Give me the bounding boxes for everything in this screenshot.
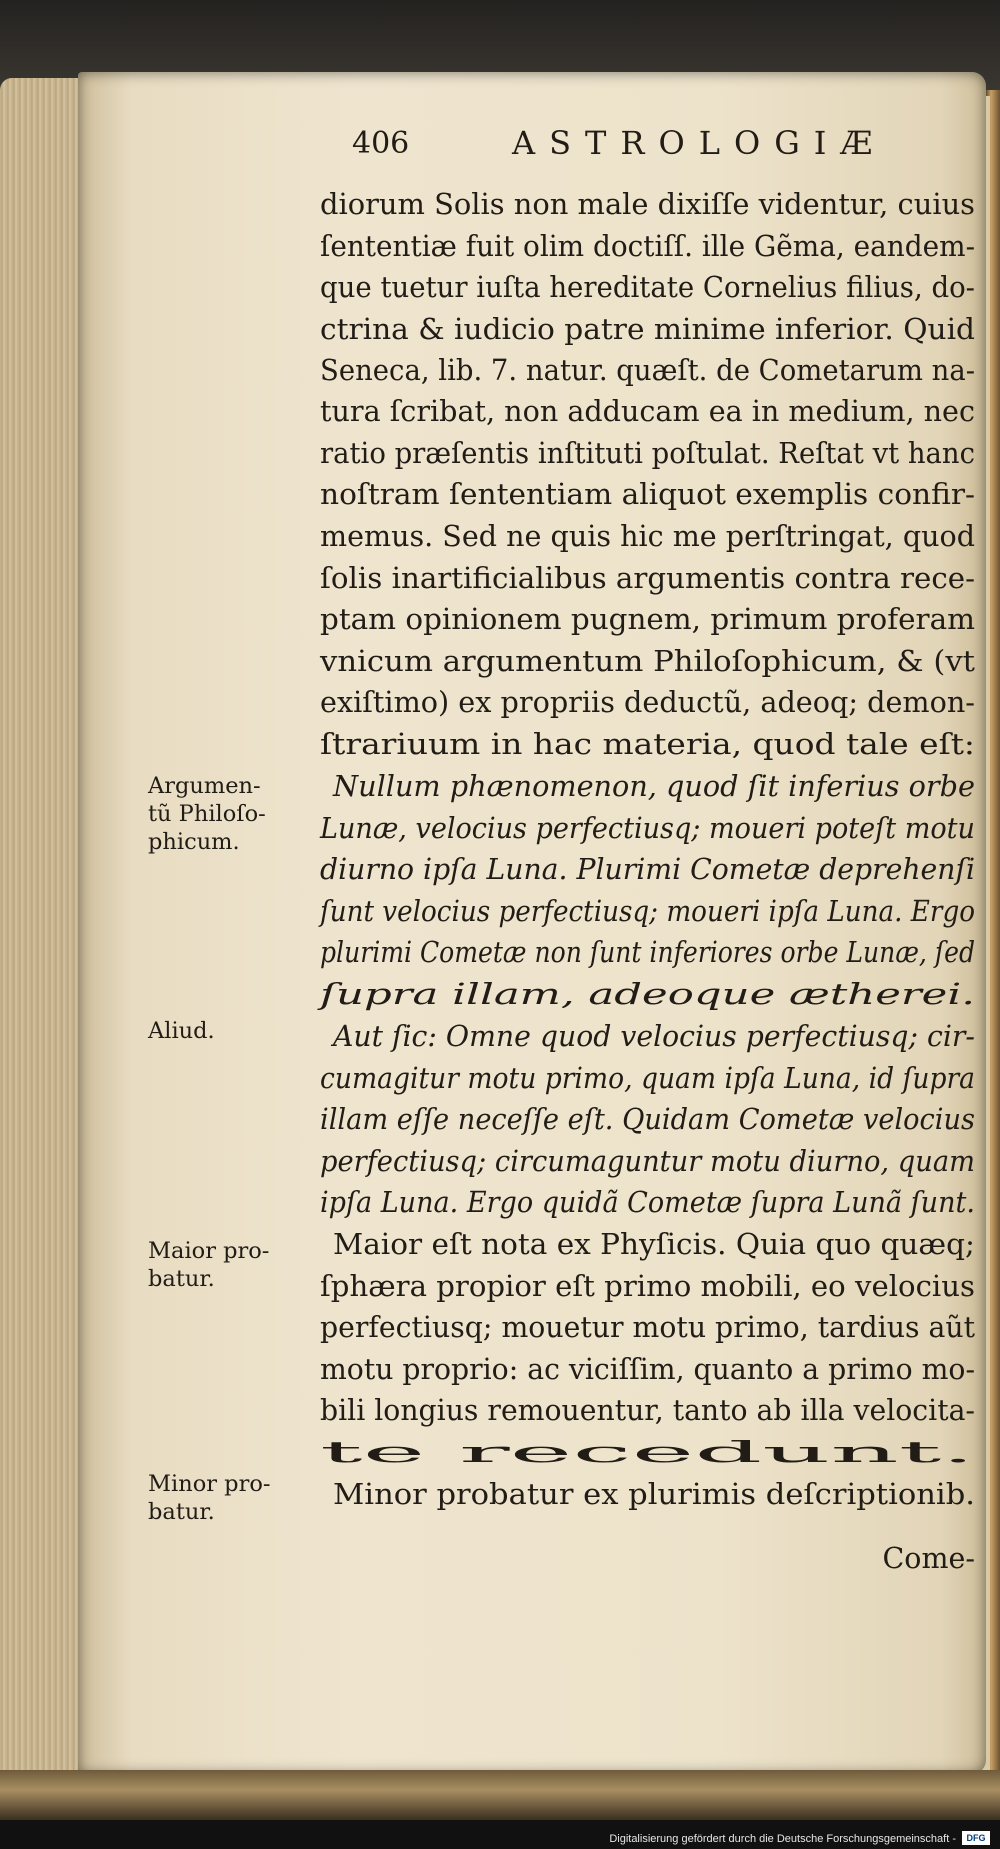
footer-credit: Digitalisierung gefördert durch die Deutsche Forschungsgemeinschaft - — [609, 1833, 956, 1845]
text-line: ptam opinionem pugnem, primum proferam — [320, 603, 975, 636]
text-line: ipſa Luna. Ergo quidã Cometæ ſupra Lunã ſunt. — [320, 1186, 975, 1219]
marginal-note: tũ Philoſo- — [148, 801, 266, 827]
text-line: plurimi Cometæ non ſunt inferiores orbe Lunæ, ſed — [320, 936, 975, 969]
text-line: Aut ſic: Omne quod velocius perfectiusq; cir- — [330, 1020, 975, 1053]
text-line: motu proprio: ac viciſſim, quanto a primo mo- — [320, 1353, 975, 1386]
marginal-note: batur. — [148, 1266, 215, 1292]
text-line: diurno ipſa Luna. Plurimi Cometæ deprehenſi — [320, 853, 975, 886]
text-line: cumagitur motu primo, quam ipſa Luna, id ſupra — [320, 1062, 975, 1095]
text-line: Seneca, lib. 7. natur. quæſt. de Cometarum na- — [320, 354, 975, 387]
marginal-note: Maior pro- — [148, 1238, 270, 1264]
text-line: ratio præſentis inſtituti poſtulat. Reſtat vt hanc — [320, 437, 975, 470]
body-text — [317, 188, 976, 1511]
text-line: perfectiusq; circumaguntur motu diurno, quam — [320, 1145, 975, 1178]
text-line: exiſtimo) ex propriis deductũ, adeoq; demon- — [320, 686, 976, 719]
text-line: memus. Sed ne quis hic me perſtringat, quod — [320, 520, 975, 553]
text-line: perfectiusq; mouetur motu primo, tardius aũt — [320, 1311, 976, 1344]
text-line: ſententiæ fuit olim doctiſſ. ille Gẽma, eandem- — [320, 230, 975, 263]
text-line: ſphæra propior eſt primo mobili, eo velocius — [320, 1270, 975, 1303]
running-head: ASTROLOGIÆ — [512, 124, 887, 162]
text-line: tura ſcribat, non adducam ea in medium, nec — [320, 395, 975, 428]
marginal-note: Minor pro- — [148, 1471, 271, 1497]
text-line: bili longius remouentur, tanto ab illa velocita- — [320, 1394, 975, 1427]
text-line: vnicum argumentum Philoſophicum, & (vt — [318, 645, 976, 678]
text-line: Nullum phænomenon, quod ſit inferius orbe — [331, 770, 976, 803]
marginal-note: batur. — [148, 1499, 215, 1525]
text-line: que tuetur iuſta hereditate Cornelius filius, do- — [320, 271, 975, 304]
text-line: Minor probatur ex plurimis deſcriptionib. — [333, 1478, 976, 1511]
dfg-logo: DFG — [962, 1831, 990, 1845]
marginal-note: Aliud. — [148, 1018, 215, 1044]
text-line: te recedunt. — [320, 1436, 975, 1469]
text-line: ſolis inartificialibus argumentis contra rece- — [320, 562, 975, 595]
page-number: 406 — [352, 126, 410, 161]
text-line: ſupra illam, adeoque ætherei. — [316, 978, 975, 1011]
marginal-note: Argumen- — [148, 773, 261, 799]
text-line: ctrina & iudicio patre minime inferior. Quid — [320, 313, 975, 346]
marginal-note: phicum. — [148, 829, 240, 855]
catchword: Come- — [882, 1542, 975, 1575]
text-line: noſtram ſententiam aliquot exemplis confir- — [320, 478, 975, 511]
marginalia — [147, 773, 271, 1525]
text-line: ſtrariuum in hac materia, quod tale eſt: — [320, 728, 975, 761]
text-line: diorum Solis non male dixiſſe videntur, cuius — [320, 188, 975, 221]
text-line: Maior eſt nota ex Phyſicis. Quia quo quæq; — [333, 1228, 976, 1261]
text-line: ſunt velocius perfectiusq; moueri ipſa Luna. Ergo — [318, 895, 975, 928]
text-line: Lunæ, velocius perfectiusq; moueri poteſt motu — [319, 812, 976, 845]
text-line: illam eſſe neceſſe eſt. Quidam Cometæ velocius — [320, 1103, 975, 1136]
